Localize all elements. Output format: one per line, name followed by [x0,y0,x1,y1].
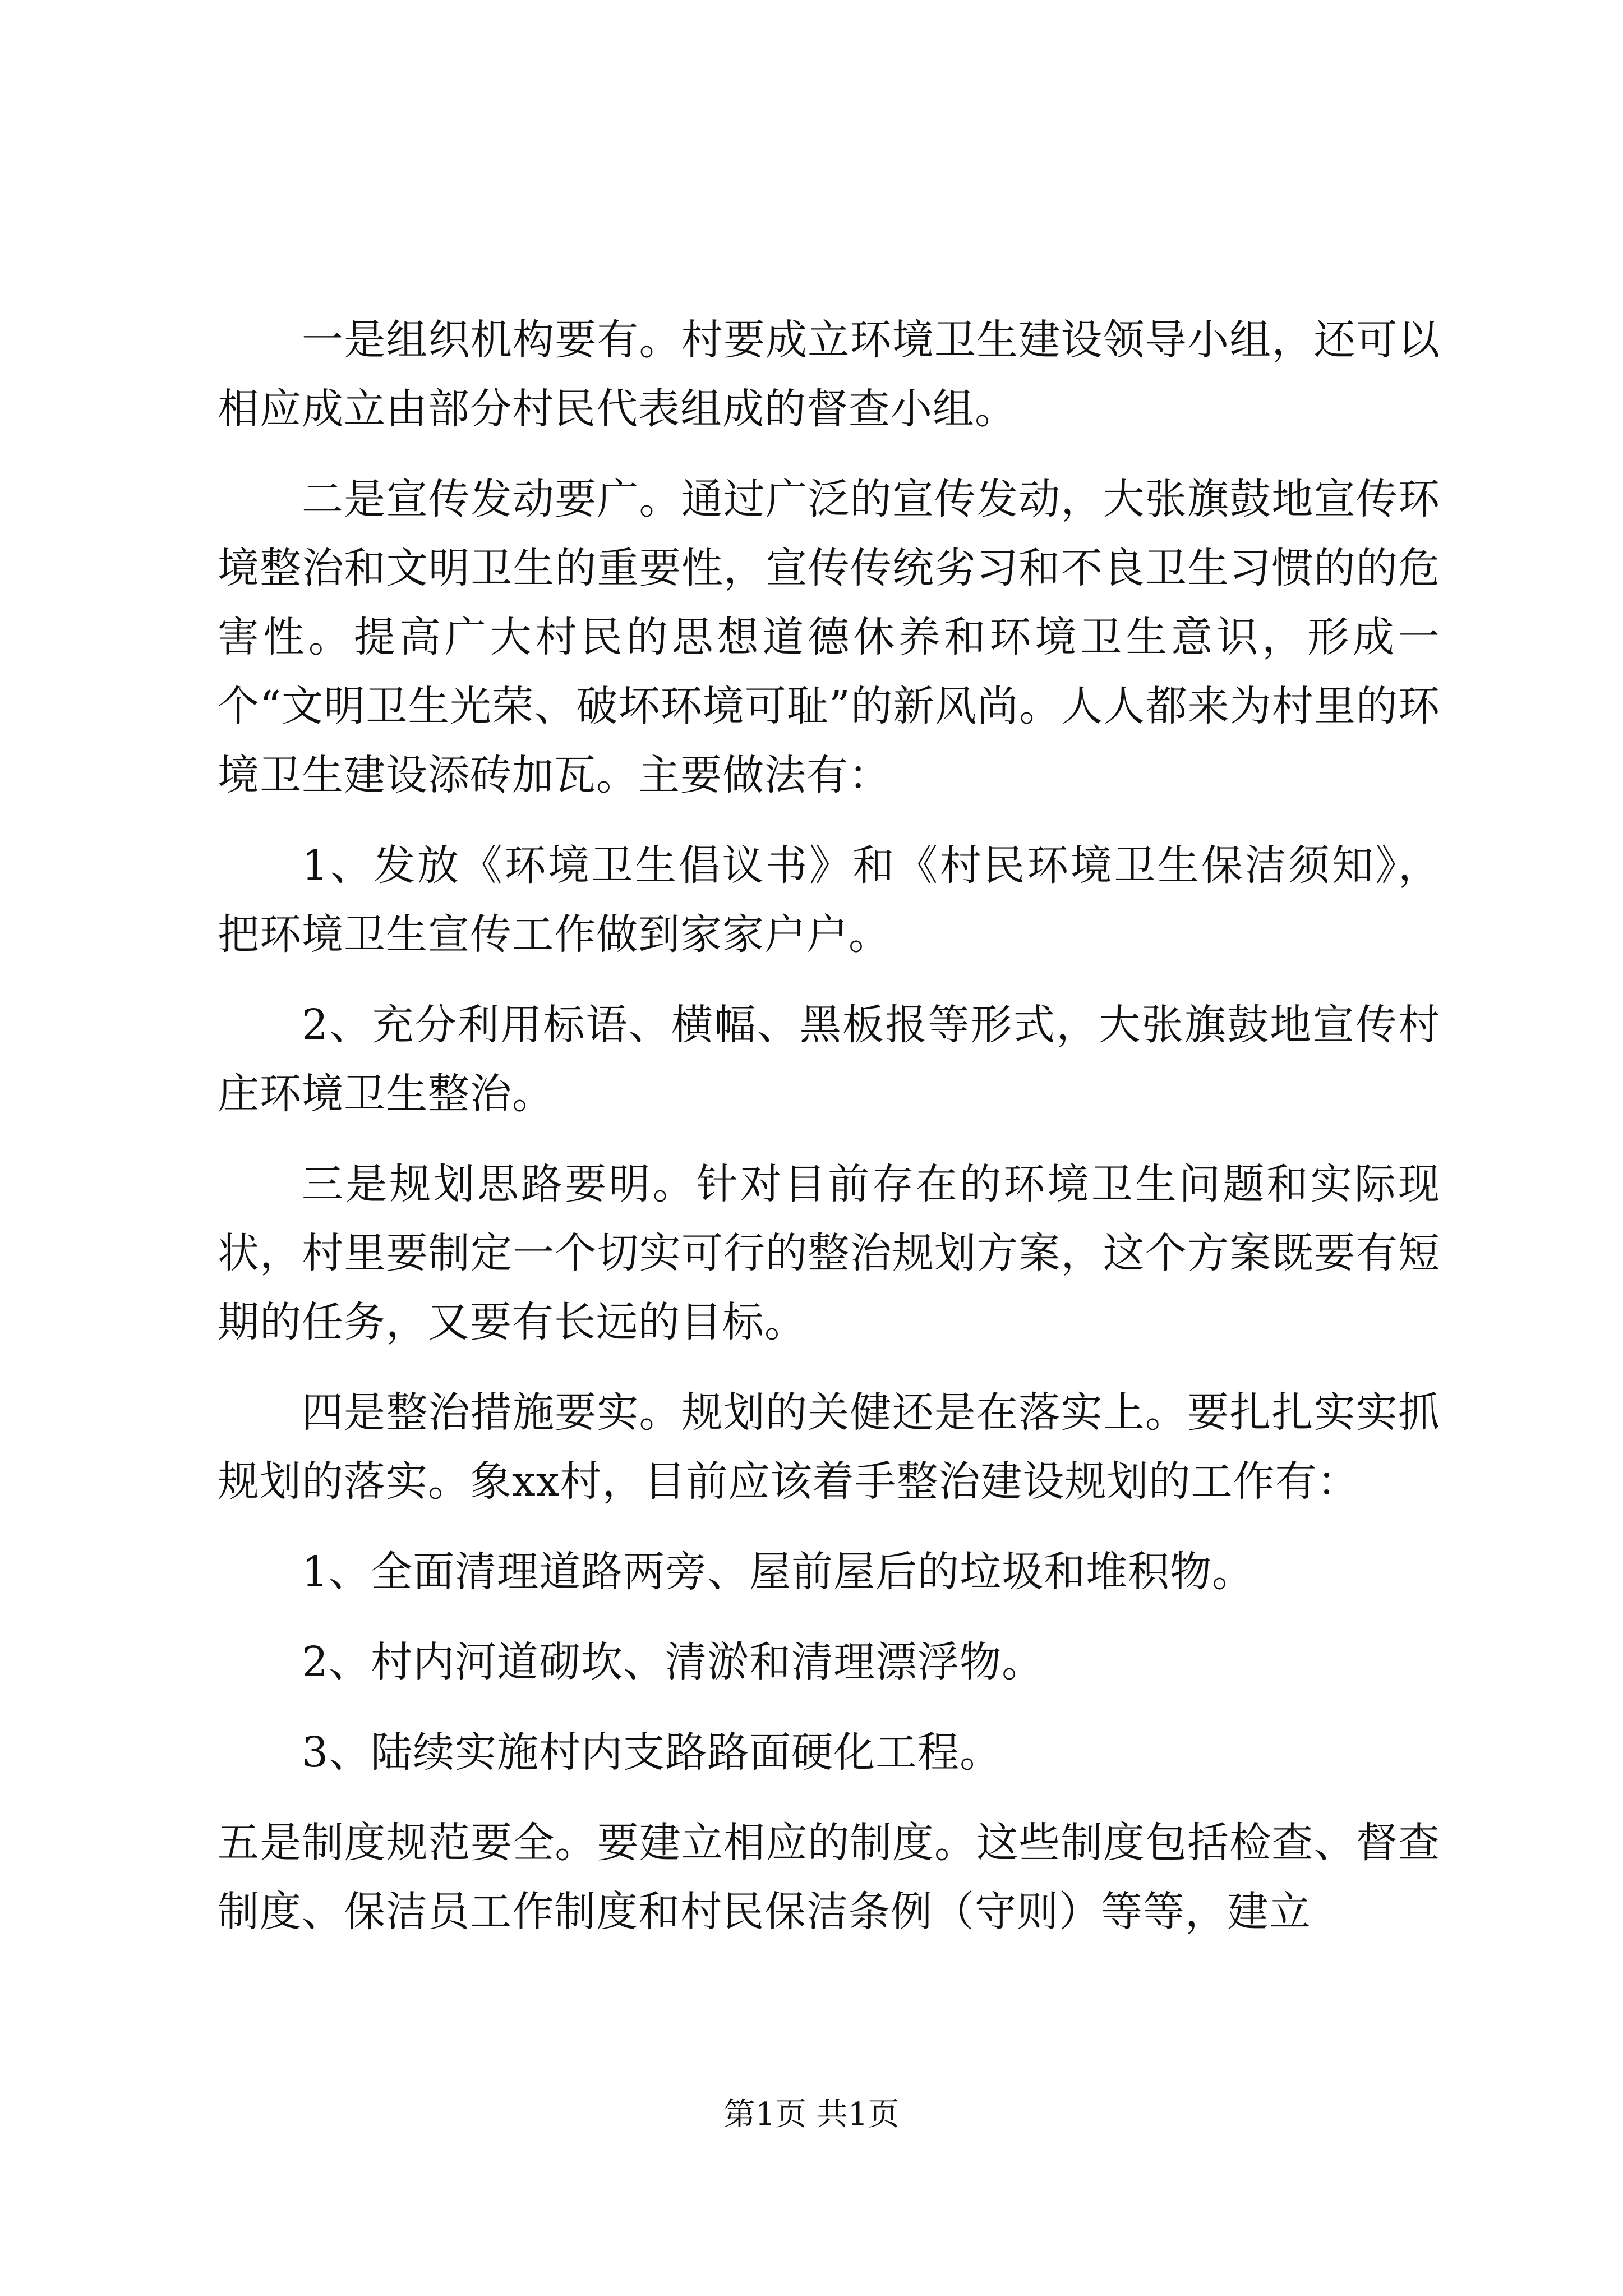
paragraph-publicity: 二是宣传发动要广。通过广泛的宣传发动，大张旗鼓地宣传环境整治和文明卫生的重要性，宣传传统劣习和不良卫生习惯的的危害性。提高广大村民的思想道德休养和环境卫生意识，形成一个“文明卫生光荣、破坏环境可耻”的新风尚。人人都来为村里的环境卫生建设添砖加瓦。主要做法有： [218,475,1440,799]
paragraph-organization: 一是组织机构要有。村要成立环境卫生建设领导小组，还可以相应成立由部分村民代表组成的督查小组。 [218,316,1440,433]
paragraph-regulations: 五是制度规范要全。要建立相应的制度。这些制度包括检查、督查制度、保洁员工作制度和村民保洁条例（守则）等等，建立 [218,1819,1440,1936]
document-body [218,306,1440,1968]
paragraph-measures-item-3: 3、陆续实施村内支路路面硬化工程。 [302,1728,1002,1777]
page-number-footer: 第1页 共1页 [723,2096,900,2133]
paragraph-publicity-item-1: 1、发放《环境卫生倡议书》和《村民环境卫生保洁须知》，把环境卫生宣传工作做到家家户户。 [218,841,1440,959]
paragraph-publicity-item-2: 2、充分利用标语、横幅、黑板报等形式，大张旗鼓地宣传村庄环境卫生整治。 [218,1001,1440,1118]
paragraph-planning: 三是规划思路要明。针对目前存在的环境卫生问题和实际现状，村里要制定一个切实可行的整治规划方案，这个方案既要有短期的任务，又要有长远的目标。 [218,1160,1440,1346]
paragraph-measures-item-1: 1、全面清理道路两旁、屋前屋后的垃圾和堆积物。 [302,1548,1255,1596]
paragraph-measures-item-2: 2、村内河道砌坎、清淤和清理漂浮物。 [302,1638,1044,1686]
paragraph-measures: 四是整治措施要实。规划的关健还是在落实上。要扎扎实实抓规划的落实。象xx村，目前应该着手整治建设规划的工作有： [218,1388,1440,1506]
